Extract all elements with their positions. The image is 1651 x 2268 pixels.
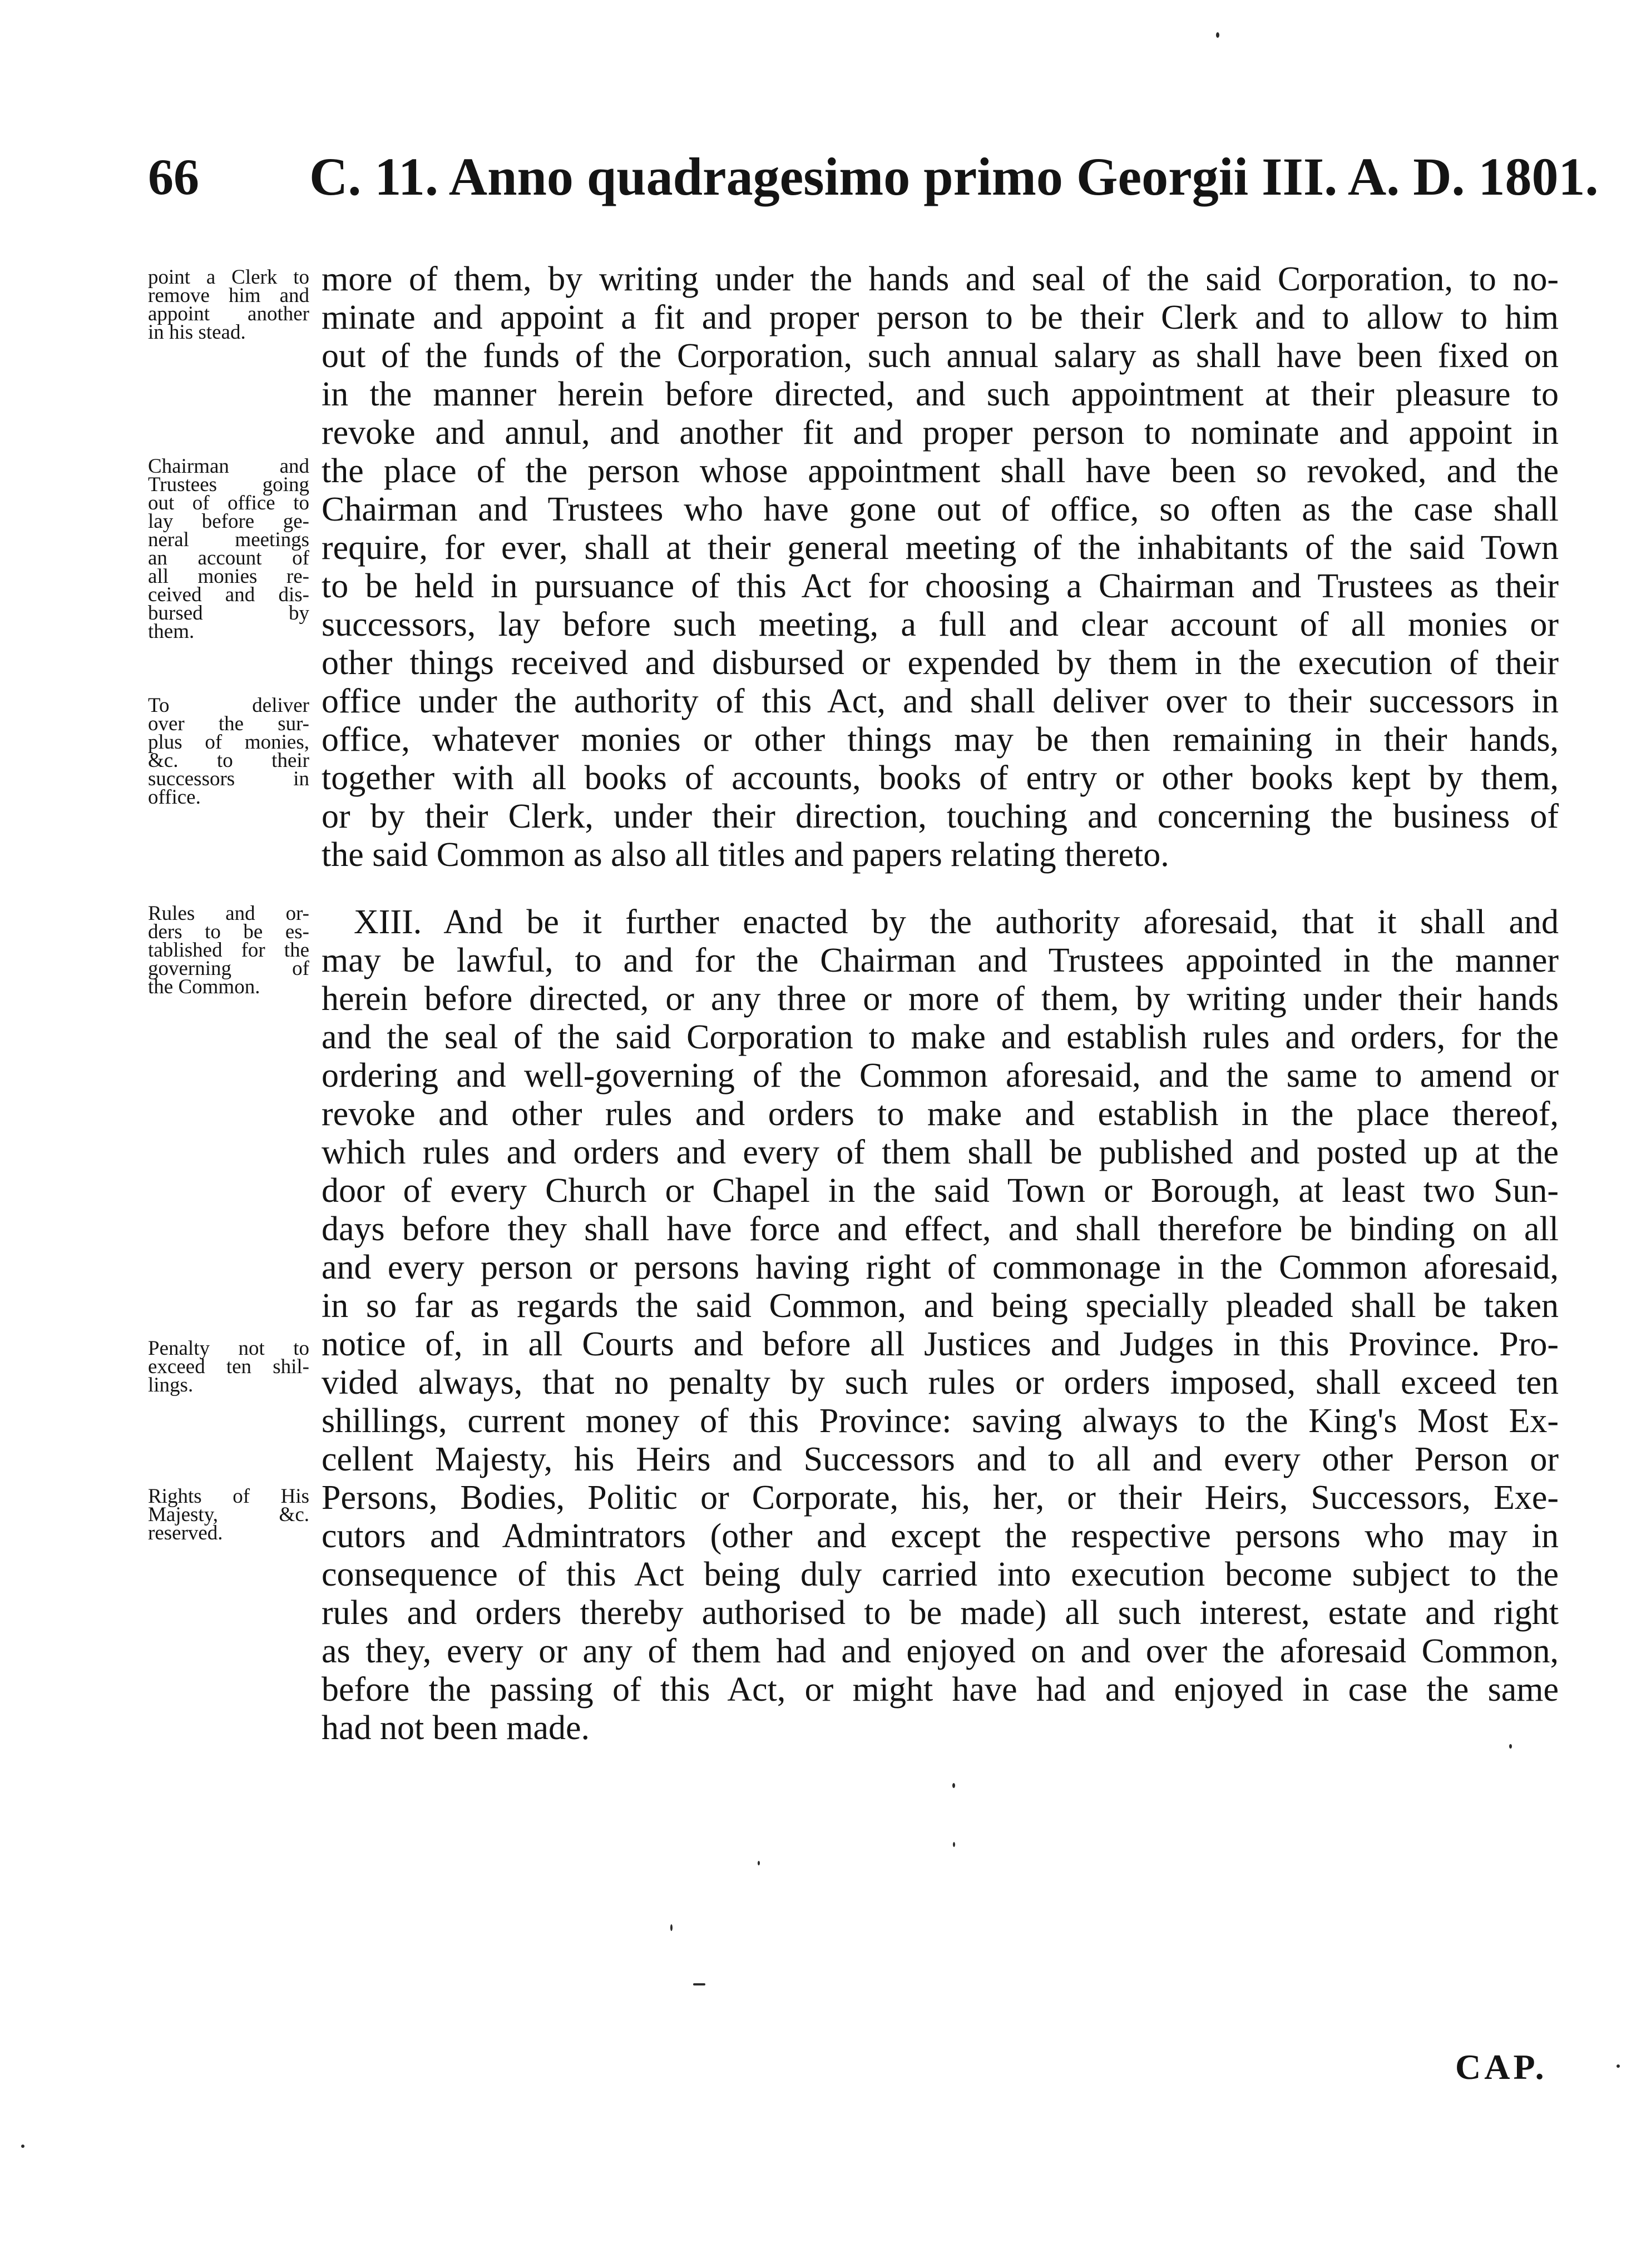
sidenote-line: all monies re- — [148, 565, 309, 588]
scan-speck — [21, 2145, 24, 2148]
body-line: minate and appoint a fit and proper person to be their Clerk and to allow to him — [322, 299, 1559, 336]
sidenote-line: point a Clerk to — [148, 266, 309, 289]
body-paragraph-1 — [322, 260, 1559, 874]
body-line: which rules and orders and every of them shall be published and posted up at the — [322, 1133, 1559, 1171]
sidenote-line: Penalty not to — [148, 1337, 309, 1360]
page-number: 66 — [148, 148, 199, 205]
sidenote-rules-orders — [148, 904, 309, 996]
sidenote-line: lings. — [148, 1374, 194, 1397]
scan-speck — [1617, 2064, 1620, 2068]
sidenote-line: Rules and or- — [148, 902, 309, 925]
body-line: together with all books of accounts, books of entry or other books kept by them, — [322, 759, 1559, 797]
body-line: herein before directed, or any three or more of them, by writing under their hands — [322, 980, 1559, 1018]
sidenote-line: neral meetings — [148, 528, 309, 551]
body-line: or by their Clerk, under their direction, touching and concerning the business of — [322, 798, 1559, 835]
body-line: require, for ever, shall at their general meeting of the inhabitants of the said Town — [322, 529, 1559, 567]
body-line: door of every Church or Chapel in the said Town or Borough, at least two Sun- — [322, 1172, 1559, 1210]
sidenote-line: reserved. — [148, 1522, 223, 1544]
body-line: Persons, Bodies, Politic or Corporate, his, her, or their Heirs, Successors, Exe- — [322, 1479, 1559, 1517]
sidenote-line: an account of — [148, 547, 309, 570]
body-line: ordering and well-governing of the Common aforesaid, and the same to amend or — [322, 1057, 1559, 1095]
sidenote-line: Rights of His — [148, 1485, 309, 1508]
sidenote-line: successors in — [148, 767, 309, 790]
sidenote-line: appoint another — [148, 303, 309, 325]
body-line: office, whatever monies or other things may be then remaining in their hands, — [322, 721, 1559, 759]
sidenote-line: lay before ge- — [148, 510, 309, 533]
body-line: office under the authority of this Act, and shall deliver over to their successors in — [322, 682, 1559, 720]
scan-speck — [693, 1983, 705, 1985]
scan-speck — [952, 1783, 955, 1788]
sidenote-penalty — [148, 1337, 309, 1397]
sidenote-line: tablished for the — [148, 939, 309, 962]
body-line: Chairman and Trustees who have gone out of office, so often as the case shall — [322, 491, 1559, 528]
body-line: cellent Majesty, his Heirs and Successors and to all and every other Person or — [322, 1440, 1559, 1478]
body-line: revoke and other rules and orders to make and establish in the place thereof, — [322, 1095, 1559, 1133]
scan-speck — [1509, 1744, 1512, 1749]
body-line: rules and orders thereby authorised to be made) all such interest, estate and right — [322, 1594, 1559, 1632]
sidenote-rights-reserved — [148, 1487, 309, 1542]
sidenote-appoint-clerk — [148, 266, 309, 344]
body-line: other things received and disbursed or expended by them in the execution of their — [322, 644, 1559, 682]
body-line: XIII. And be it further enacted by the authority aforesaid, that it shall and — [354, 903, 1559, 941]
sidenote-line: ders to be es- — [148, 920, 309, 943]
body-line: more of them, by writing under the hands and seal of the said Corporation, to no- — [322, 260, 1559, 298]
sidenote-line: over the sur- — [148, 712, 309, 735]
body-paragraph-2 — [322, 903, 1559, 1747]
body-line: to be held in pursuance of this Act for choosing a Chairman and Trustees as their — [322, 567, 1559, 605]
sidenote-line: in his stead. — [148, 321, 246, 344]
body-line: and the seal of the said Corporation to make and establish rules and orders, for the — [322, 1018, 1559, 1056]
sidenote-line: Majesty, &c. — [148, 1503, 309, 1526]
body-line: may be lawful, to and for the Chairman and Trustees appointed in the manner — [322, 942, 1559, 979]
catchword: CAP. — [1455, 2047, 1548, 2087]
body-line: revoke and annul, and another fit and proper person to nominate and appoint in — [322, 414, 1559, 452]
scan-speck — [758, 1861, 760, 1865]
sidenote-line: them. — [148, 620, 195, 643]
sidenote-line: remove him and — [148, 284, 309, 307]
scan-speck — [670, 1924, 673, 1931]
scan-speck — [1216, 32, 1219, 38]
sidenote-line: Trustees going — [148, 473, 309, 496]
body-line: cutors and Admintrators (other and except the respective persons who may in — [322, 1517, 1559, 1555]
sidenote-line: out of office to — [148, 492, 309, 514]
body-line: the said Common as also all titles and papers relating thereto. — [322, 836, 1169, 874]
sidenote-line: bursed by — [148, 602, 309, 625]
running-title: C. 11. Anno quadragesimo primo Georgii III. A. D. 1801. — [309, 147, 1599, 206]
body-line: the place of the person whose appointment shall have been so revoked, and the — [322, 452, 1559, 490]
sidenote-line: plus of monies, — [148, 731, 309, 754]
sidenote-line: governing of — [148, 957, 309, 980]
body-line: vided always, that no penalty by such rules or orders imposed, shall exceed ten — [322, 1364, 1559, 1402]
body-line: days before they shall have force and effect, and shall therefore be binding on all — [322, 1210, 1559, 1248]
body-line: shillings, current money of this Province: saving always to the King's Most Ex- — [322, 1402, 1559, 1440]
body-line: notice of, in all Courts and before all Justices and Judges in this Province. Pro- — [322, 1325, 1559, 1363]
body-line: consequence of this Act being duly carried into execution become subject to the — [322, 1556, 1559, 1593]
body-line: as they, every or any of them had and enjoyed on and over the aforesaid Common, — [322, 1632, 1559, 1670]
scan-speck — [953, 1842, 955, 1847]
sidenote-line: Chairman and — [148, 455, 309, 478]
sidenote-line: ceived and dis- — [148, 583, 309, 606]
body-line: out of the funds of the Corporation, such annual salary as shall have been fixed on — [322, 337, 1559, 375]
body-line: in the manner herein before directed, and such appointment at their pleasure to — [322, 375, 1559, 413]
sidenote-line: exceed ten shil- — [148, 1355, 309, 1378]
sidenote-line: &c. to their — [148, 749, 309, 772]
sidenote-chairman-account — [148, 457, 309, 641]
body-line: had not been made. — [322, 1709, 590, 1747]
sidenote-deliver-surplus — [148, 694, 309, 809]
sidenote-line: office. — [148, 786, 201, 809]
body-line: and every person or persons having right of commonage in the Common aforesaid, — [322, 1249, 1559, 1286]
sidenote-line: the Common. — [148, 975, 260, 998]
body-line: before the passing of this Act, or might have had and enjoyed in case the same — [322, 1671, 1559, 1709]
body-line: successors, lay before such meeting, a full and clear account of all monies or — [322, 606, 1559, 643]
body-line: in so far as regards the said Common, and being specially pleaded shall be taken — [322, 1287, 1559, 1325]
sidenote-line: To deliver — [148, 694, 309, 717]
